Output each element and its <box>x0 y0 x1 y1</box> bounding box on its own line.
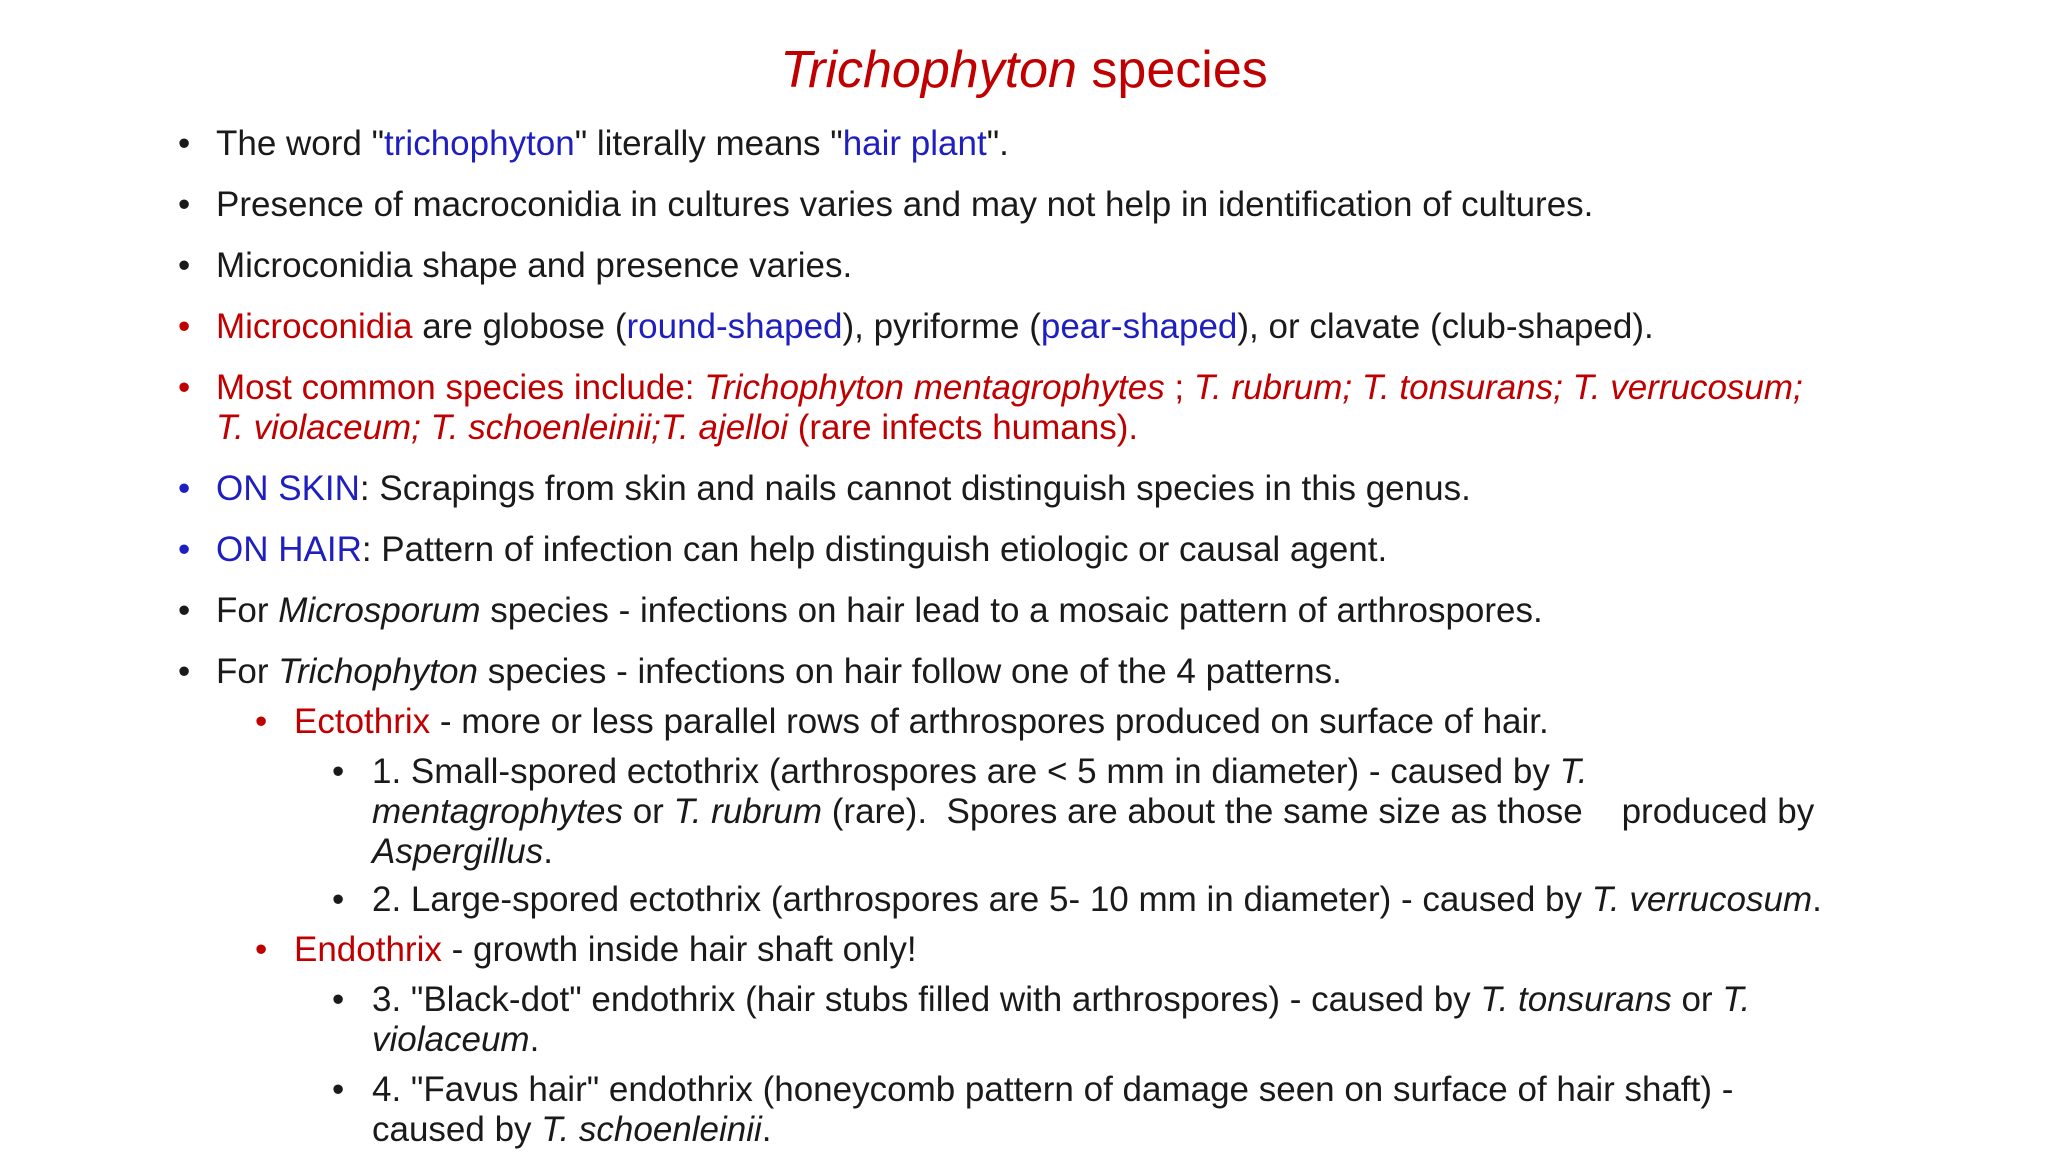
term-trichophyton: trichophyton <box>384 124 575 163</box>
bullet-text <box>216 469 1471 509</box>
bullet-text-line2 <box>372 792 1814 832</box>
bullet-marker: • <box>332 980 345 1019</box>
text-run: ; <box>1164 368 1194 407</box>
bullet-marker: • <box>178 368 191 407</box>
species-name: Trichophyton mentagrophytes <box>704 368 1165 407</box>
text-run: : Scrapings from skin and nails cannot distinguish species in this genus. <box>359 469 1471 508</box>
pattern-item-3 <box>0 980 2048 1060</box>
text-run: (rare infects humans). <box>787 408 1139 447</box>
term-hair-plant: hair plant <box>842 124 987 163</box>
bullet-item-trichophyton-patterns <box>0 652 2048 692</box>
species-name: T. verrucosum <box>1591 880 1813 919</box>
text-run: ), or clavate (club-shaped). <box>1237 307 1654 346</box>
text-run: . <box>529 1020 540 1059</box>
pattern-item-1 <box>0 752 2048 872</box>
text-run: " literally means " <box>574 124 843 163</box>
text-run: or <box>1671 980 1723 1019</box>
species-name: T. rubrum; T. tonsurans; T. verrucosum; <box>1193 368 1803 407</box>
bullet-text-line1 <box>216 368 1803 408</box>
text-run: ". <box>986 124 1009 163</box>
bullet-item-on-skin <box>0 469 2048 509</box>
species-name: violaceum <box>372 1020 530 1059</box>
bullet-marker: • <box>178 652 191 691</box>
bullet-item-microconidia-shape <box>0 246 2048 286</box>
pattern-item-2 <box>0 880 2048 920</box>
text-run: . <box>761 1110 772 1149</box>
title-genus: Trichophyton <box>780 41 1077 99</box>
text-run: 1. Small-spored ectothrix (arthrospores are < 5 mm in diameter) - caused by <box>372 752 1560 791</box>
bullet-marker: • <box>255 930 268 969</box>
species-name: T. tonsurans <box>1480 980 1672 1019</box>
text-run: 2. Large-spored ectothrix (arthrospores are 5- 10 mm in diameter) - caused by <box>372 880 1592 919</box>
term-ectothrix: Ectothrix <box>294 702 431 741</box>
text-run: (rare). Spores are about the same size as those produced by <box>822 792 1815 831</box>
text-run: 3. "Black-dot" endothrix (hair stubs filled with arthrospores) - caused by <box>372 980 1481 1019</box>
bullet-text-line3 <box>372 832 553 872</box>
text-run: For <box>216 591 279 630</box>
slide-title <box>0 38 2048 102</box>
bullet-marker: • <box>332 1070 345 1109</box>
title-rest: species <box>1076 41 1268 99</box>
bullet-item-microconidia-types <box>0 307 2048 347</box>
text-run: The word " <box>216 124 385 163</box>
bullet-text-line1: 4. "Favus hair" endothrix (honeycomb pattern of damage seen on surface of hair shaft) - <box>372 1070 1734 1109</box>
bullet-text <box>216 652 1342 692</box>
text-run: - growth inside hair shaft only! <box>441 930 917 969</box>
species-name: T. rubrum <box>673 792 823 831</box>
text-run: : Pattern of infection can help distinguish etiologic or causal agent. <box>361 530 1388 569</box>
subbullet-endothrix <box>0 930 2048 970</box>
bullet-item-microsporum <box>0 591 2048 631</box>
bullet-marker: • <box>255 702 268 741</box>
genus-name: Aspergillus <box>372 832 544 871</box>
bullet-marker: • <box>178 185 191 224</box>
bullet-marker: • <box>178 469 191 508</box>
species-name: T. <box>1722 980 1751 1019</box>
term-microconidia: Microconidia <box>216 307 413 346</box>
text-run: For <box>216 652 279 691</box>
bullet-marker: • <box>178 246 191 285</box>
bullet-text-line1 <box>372 752 1587 792</box>
species-name: T. schoenleinii <box>541 1110 762 1149</box>
bullet-marker: • <box>178 591 191 630</box>
bullet-marker: • <box>332 752 345 791</box>
label-on-skin: ON SKIN <box>216 469 360 508</box>
bullet-text <box>372 880 1822 920</box>
bullet-text: Microconidia shape and presence varies. <box>216 246 853 285</box>
bullet-text <box>216 124 1009 164</box>
bullet-item-hair-plant <box>0 124 2048 164</box>
bullet-text <box>216 307 1654 347</box>
term-pear-shaped: pear-shaped <box>1040 307 1238 346</box>
text-run: or <box>622 792 674 831</box>
term-round-shaped: round-shaped <box>626 307 843 346</box>
pattern-item-4 <box>0 1070 2048 1150</box>
bullet-marker: • <box>332 880 345 919</box>
bullet-text: Presence of macroconidia in cultures varies and may not help in identification of cultures. <box>216 185 1594 224</box>
bullet-marker: • <box>178 124 191 163</box>
species-name: T. violaceum; T. schoenleinii;T. ajelloi <box>216 408 788 447</box>
bullet-text-line2 <box>372 1110 772 1150</box>
bullet-item-common-species <box>0 368 2048 448</box>
term-endothrix: Endothrix <box>294 930 442 969</box>
text-run: - more or less parallel rows of arthrospores produced on surface of hair. <box>430 702 1549 741</box>
bullet-text <box>216 530 1387 570</box>
text-run: species - infections on hair follow one of the 4 patterns. <box>477 652 1342 691</box>
bullet-text <box>294 702 1549 742</box>
text-run: are globose ( <box>412 307 627 346</box>
bullet-text-line2 <box>372 1020 539 1060</box>
text-run: species - infections on hair lead to a mosaic pattern of arthrospores. <box>480 591 1543 630</box>
bullet-marker: • <box>178 307 191 346</box>
bullet-text <box>294 930 917 970</box>
label-on-hair: ON HAIR <box>216 530 362 569</box>
bullet-text <box>216 591 1543 631</box>
text-run: ), pyriforme ( <box>842 307 1041 346</box>
species-name: mentagrophytes <box>372 792 623 831</box>
bullet-item-macroconidia <box>0 185 2048 225</box>
bullet-text-line2 <box>216 408 1138 448</box>
bullet-text-line1 <box>372 980 1750 1020</box>
bullet-marker: • <box>178 530 191 569</box>
subbullet-ectothrix <box>0 702 2048 742</box>
text-run: caused by <box>372 1110 542 1149</box>
genus-name: Trichophyton <box>278 652 478 691</box>
text-run: . <box>1812 880 1822 919</box>
species-name: T. <box>1559 752 1588 791</box>
text-run: Most common species include: <box>216 368 705 407</box>
bullet-item-on-hair <box>0 530 2048 570</box>
text-run: . <box>543 832 553 871</box>
genus-name: Microsporum <box>278 591 481 630</box>
